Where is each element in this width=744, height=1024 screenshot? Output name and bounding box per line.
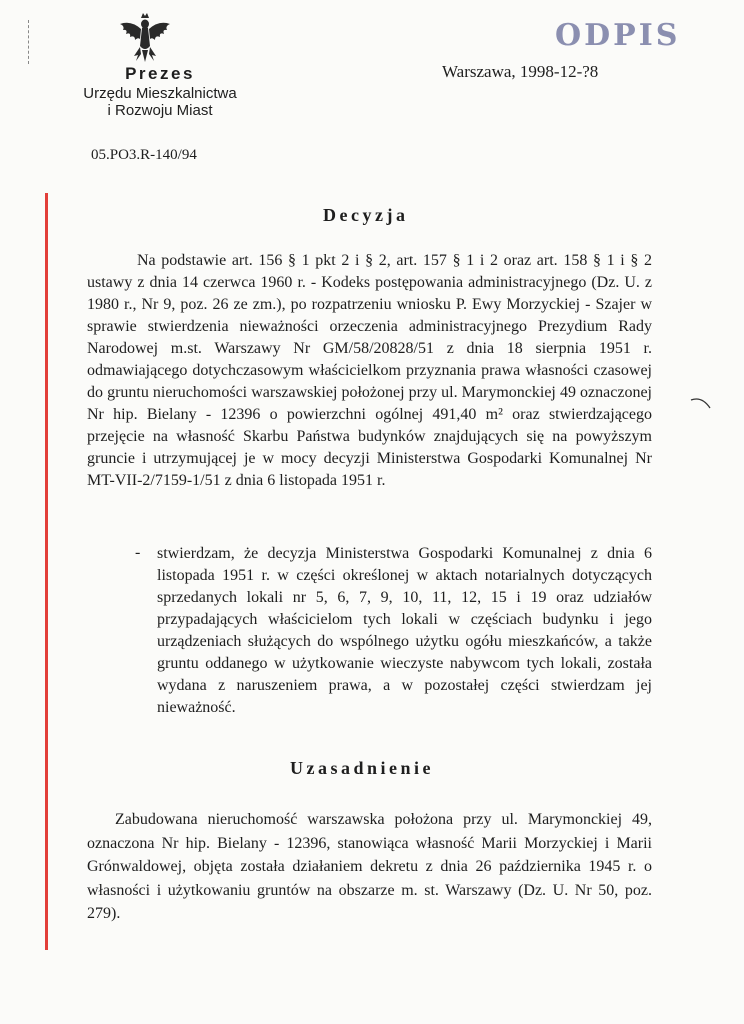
- decision-heading: Decyzja: [323, 205, 409, 225]
- justification-paragraph: Zabudowana nieruchomość warszawska położona przy ul. Marymonckiej 49, oznaczona Nr hip. Bielany - 12396, stanowiąca własność Marii Morzyckiej i Marii Grónwaldowej, objęta została działaniem dekretu z dnia 26 października 1945 r. o własności i użytkowaniu gruntów na obszarze m. st. Warszawy (Dz. U. Nr 50, poz. 279).: [87, 811, 652, 922]
- pencil-mark-icon: [690, 396, 712, 410]
- margin-red-line: [45, 193, 48, 950]
- justification-heading: Uzasadnienie: [290, 758, 435, 778]
- authority-office-line2: i Rozwoju Miast: [107, 102, 213, 119]
- place-and-date: Warszawa, 1998-12-?8: [442, 62, 599, 81]
- authority-office-line1: Urzędu Mieszkalnictwa: [83, 85, 237, 102]
- authority-title: Prezes: [125, 64, 195, 83]
- polish-eagle-emblem-icon: [117, 12, 173, 64]
- bullet-marker: -: [135, 544, 141, 561]
- margin-tick-mark: [28, 20, 31, 64]
- copy-stamp: ODPIS: [555, 18, 681, 53]
- reference-number: 05.PO3.R-140/94: [91, 147, 197, 163]
- decision-ruling: stwierdzam, że decyzja Ministerstwa Gospodarki Komunalnej z dnia 6 listopada 1951 r. w części określonej w aktach notarialnych dotyczących sprzedanych lokali nr 5, 6, 7, 9, 10, 11, 12, 15 i 19 oraz udziałów przypadających właścicielom tych lokali w częściach budynku i jego urządzeniach służących do wspólnego użytku ogółu mieszkańców, a także gruntu oddanego w użytkowanie wieczyste nabywcom tych lokali, została wydana z naruszeniem prawa, a w pozostałej części stwierdzam jej nieważność.: [157, 545, 652, 716]
- decision-paragraph: Na podstawie art. 156 § 1 pkt 2 i § 2, art. 157 § 1 i 2 oraz art. 158 § 1 i § 2 ustawy z dnia 14 czerwca 1960 r. - Kodeks postępowania administracyjnego (Dz. U. z 1980 r., Nr 9, poz. 26 ze zm.), po rozpatrzeniu wniosku P. Ewy Morzyckiej - Szajer w sprawie stwierdzenia nieważności orzeczenia administracyjnego Prezydium Rady Narodowej m.st. Warszawy Nr GM/58/20828/51 z dnia 18 sierpnia 1951 r. odmawiającego dotychczasowym właścicielkom przyznania prawa własności czasowej do gruntu nieruchomości warszawskiej położonej przy ul. Marymonckiej 49 oznaczonej Nr hip. Bielany - 12396 o powierzchni ogólnej 491,40 m² oraz stwierdzającego przejęcie na własność Skarbu Państwa budynków znajdujących się na powyższym gruncie i utrzymującej je w mocy decyzji Ministerstwa Gospodarki Komunalnej Nr MT-VII-2/7159-1/51 z dnia 6 listopada 1951 r.: [87, 252, 652, 489]
- authority-office: [45, 85, 275, 119]
